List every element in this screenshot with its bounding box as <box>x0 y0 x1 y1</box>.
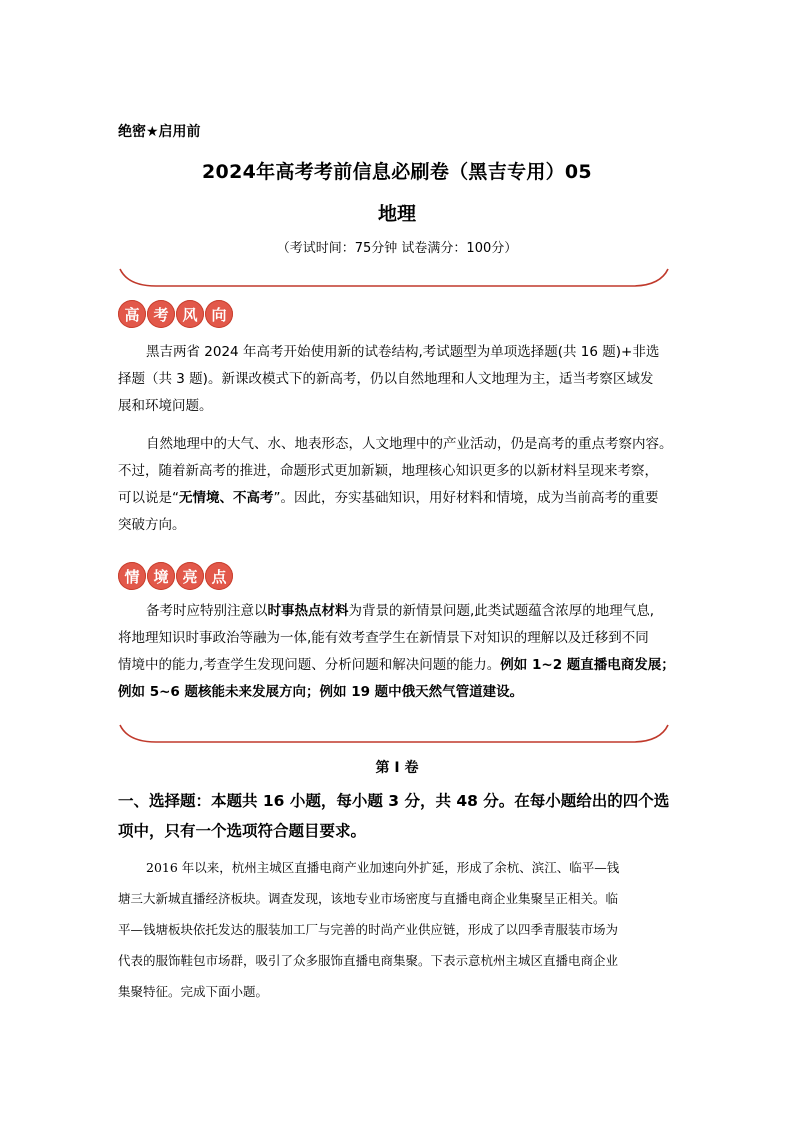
text-fragment: ”。因此，夯实基础知识，用好材料和情境，成为当前高考的重要 <box>273 490 659 506</box>
emphasis-text: 无情境、不高考 <box>179 490 274 506</box>
text-line <box>118 485 676 512</box>
paper-title: 2024年高考考前信息必刷卷（黑吉专用）05 <box>202 161 592 183</box>
badge-char: 亮 <box>176 562 204 590</box>
badge-char: 情 <box>118 562 146 590</box>
text-line: 展和环境问题。 <box>118 398 213 414</box>
text-line <box>118 652 676 679</box>
text-fragment: 为背景的新情景问题,此类试题蕴含浓厚的地理气息, <box>348 603 655 619</box>
text-line: 项中，只有一个选项符合题目要求。 <box>118 822 367 840</box>
text-line: 代表的服饰鞋包市场群，吸引了众多服饰直播电商集聚。下表示意杭州主城区直播电商企业 <box>118 953 619 968</box>
badge-char: 高 <box>118 300 146 328</box>
text-line: 突破方向。 <box>118 517 186 533</box>
text-line: 集聚特征。完成下面小题。 <box>118 984 269 999</box>
text-line: 将地理知识时事政治等融为一体,能有效考查学生在新情景下对知识的理解以及迁移到不同 <box>118 630 649 646</box>
highlight-paragraph <box>118 598 676 706</box>
question-material <box>118 852 678 1007</box>
text-line: 一、选择题：本题共 16 小题，每小题 3 分，共 48 分。在每小题给出的四个选 <box>118 792 670 810</box>
subject-title: 地理 <box>377 203 416 225</box>
badge-char: 风 <box>176 300 204 328</box>
trend-badge <box>118 300 233 330</box>
badge-char: 考 <box>147 300 175 328</box>
text-line: 2016 年以来，杭州主城区直播电商产业加速向外扩延，形成了余杭、滨江、临平—钱 <box>146 860 620 875</box>
text-line: 自然地理中的大气、水、地表形态，人文地理中的产业活动，仍是高考的重点考察内容。 <box>146 436 673 452</box>
volume-heading: 第 I 卷 <box>375 760 419 776</box>
trend-paragraph-1 <box>118 339 676 420</box>
bottom-divider-arc <box>116 722 672 746</box>
text-line: 塘三大新城直播经济板块。调查发现，该地专业市场密度与直播电商企业集聚呈正相关。临 <box>118 891 619 906</box>
emphasis-text: 时事热点材料 <box>267 603 349 619</box>
text-line: 不过，随着新高考的推进，命题形式更加新颖，地理核心知识更多的以新材料呈现来考察， <box>118 463 658 479</box>
badge-char: 向 <box>205 300 233 328</box>
text-fragment: 情境中的能力,考查学生发现问题、分析问题和解决问题的能力。 <box>118 657 501 673</box>
badge-char: 点 <box>205 562 233 590</box>
text-line: 例如 5~6 题核能未来发展方向；例如 19 题中俄天然气管道建设。 <box>118 684 524 700</box>
exam-info: （考试时间：75分钟 试卷满分：100分） <box>276 241 518 256</box>
text-line: 择题（共 3 题)。新课改模式下的新高考，仍以自然地理和人文地理为主，适当考察区域发 <box>118 371 654 387</box>
text-line <box>118 598 676 625</box>
trend-paragraph-2 <box>118 431 676 539</box>
text-fragment: 可以说是“ <box>118 490 179 506</box>
text-line: 黑吉两省 2024 年高考开始使用新的试卷结构,考试题型为单项选择题(共 16 题)+非选 <box>146 344 660 360</box>
badge-char: 境 <box>147 562 175 590</box>
secret-label: 绝密★启用前 <box>118 124 201 140</box>
top-divider-arc <box>116 266 672 290</box>
emphasis-text: 例如 1~2 题直播电商发展； <box>500 657 675 673</box>
section-heading <box>118 786 678 846</box>
text-line: 平—钱塘板块依托发达的服装加工厂与完善的时尚产业供应链，形成了以四季青服装市场为 <box>118 922 619 937</box>
text-fragment: 备考时应特别注意以 <box>146 603 268 619</box>
highlight-badge <box>118 562 233 592</box>
